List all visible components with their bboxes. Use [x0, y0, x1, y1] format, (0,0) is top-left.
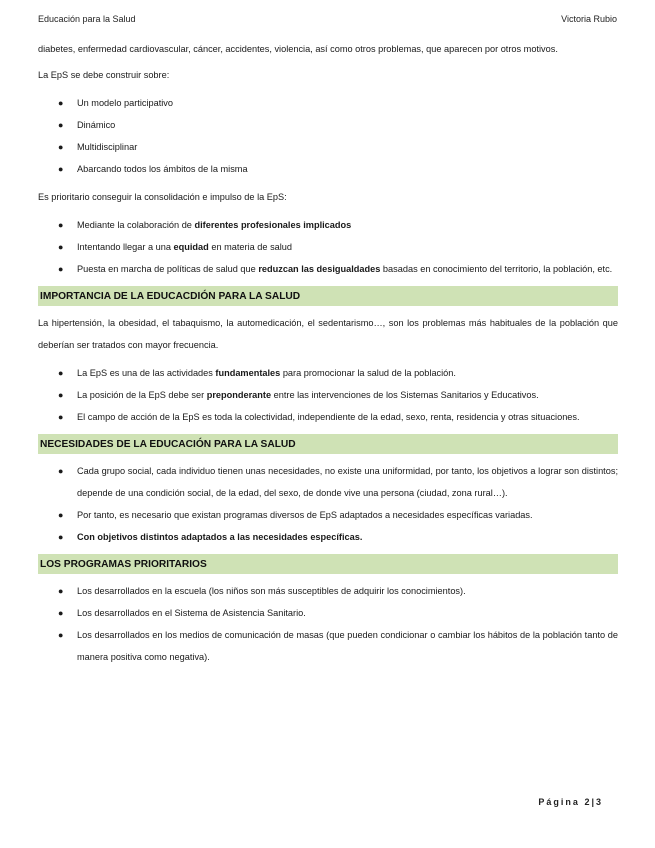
bullet-icon: ●: [58, 586, 64, 596]
programas-list: [38, 580, 618, 668]
bullet-icon: ●: [58, 142, 64, 152]
construir-title: La EpS se debe construir sobre:: [38, 70, 170, 80]
intro-continuation: diabetes, enfermedad cardiovascular, cáncer, accidentes, violencia, así como otros problemas, que aparecen por otros motivos.: [38, 44, 558, 54]
list-item: ● Multidisciplinar: [38, 136, 618, 158]
page-content: [38, 38, 618, 674]
bullet-icon: ●: [58, 164, 64, 174]
header-title: Educación para la Salud: [38, 14, 136, 24]
list-item: ● Los desarrollados en los medios de comunicación de masas (que pueden condicionar o cambiar los hábitos de la población tanto de manera positiva como negativa).: [38, 624, 618, 668]
page-footer: [538, 797, 603, 807]
bullet-icon: ●: [58, 532, 64, 542]
bullet-icon: ●: [58, 466, 64, 476]
prioritario-title: Es prioritario conseguir la consolidación e impulso de la EpS:: [38, 192, 287, 202]
section-heading-necesidades: NECESIDADES DE LA EDUCACIÓN PARA LA SALUD: [38, 434, 618, 454]
page-separator: |: [591, 797, 596, 807]
importancia-paragraph: La hipertensión, la obesidad, el tabaquismo, la automedicación, el sedentarismo…, son los problemas más habituales de la población que deberían ser tratados con mayor frecuencia.: [38, 318, 618, 350]
total-pages: 3: [595, 797, 603, 807]
bullet-icon: ●: [58, 120, 64, 130]
list-item: ● La posición de la EpS debe ser preponderante entre las intervenciones de los Sistemas Sanitarios y Educativos.: [38, 384, 618, 406]
bullet-icon: ●: [58, 510, 64, 520]
list-item: ● Abarcando todos los ámbitos de la misma: [38, 158, 618, 180]
list-item: ● Dinámico: [38, 114, 618, 136]
importancia-list: [38, 362, 618, 428]
list-item: ● El campo de acción de la EpS es toda la colectividad, independiente de la edad, sexo, renta, residencia y otras situaciones.: [38, 406, 618, 428]
list-item: ● Mediante la colaboración de diferentes profesionales implicados: [38, 214, 618, 236]
bullet-icon: ●: [58, 98, 64, 108]
bullet-icon: ●: [58, 390, 64, 400]
list-item: ● Cada grupo social, cada individuo tienen unas necesidades, no existe una uniformidad, por tanto, los objetivos a lograr son distintos; depende de una condición social, de la edad, del sexo, de donde vive una persona (ciudad, zona rural…).: [38, 460, 618, 504]
list-item: ● Un modelo participativo: [38, 92, 618, 114]
prioritario-list: [38, 214, 618, 280]
list-item: ● Los desarrollados en la escuela (los niños son más susceptibles de adquirir los conocimientos).: [38, 580, 618, 602]
list-item: ● Por tanto, es necesario que existan programas diversos de EpS adaptados a necesidades específicas variadas.: [38, 504, 618, 526]
bullet-icon: ●: [58, 608, 64, 618]
list-item: ● La EpS es una de las actividades fundamentales para promocionar la salud de la población.: [38, 362, 618, 384]
list-item: ● Los desarrollados en el Sistema de Asistencia Sanitario.: [38, 602, 618, 624]
construir-list: [38, 92, 618, 180]
section-heading-programas: LOS PROGRAMAS PRIORITARIOS: [38, 554, 618, 574]
bullet-icon: ●: [58, 242, 64, 252]
page-word: Página: [538, 797, 580, 807]
bullet-icon: ●: [58, 412, 64, 422]
bullet-icon: ●: [58, 220, 64, 230]
header-author: Victoria Rubio: [561, 14, 617, 24]
section-heading-importancia: IMPORTANCIA DE LA EDUCACDIÓN PARA LA SALUD: [38, 286, 618, 306]
list-item: ● Puesta en marcha de políticas de salud que reduzcan las desigualdades basadas en conocimiento del territorio, la población, etc.: [38, 258, 618, 280]
list-item: ● Intentando llegar a una equidad en materia de salud: [38, 236, 618, 258]
necesidades-list: [38, 460, 618, 548]
list-item: ● Con objetivos distintos adaptados a las necesidades específicas.: [38, 526, 618, 548]
bullet-icon: ●: [58, 630, 64, 640]
page-number: 2: [584, 797, 592, 807]
bullet-icon: ●: [58, 368, 64, 378]
bullet-icon: ●: [58, 264, 64, 274]
